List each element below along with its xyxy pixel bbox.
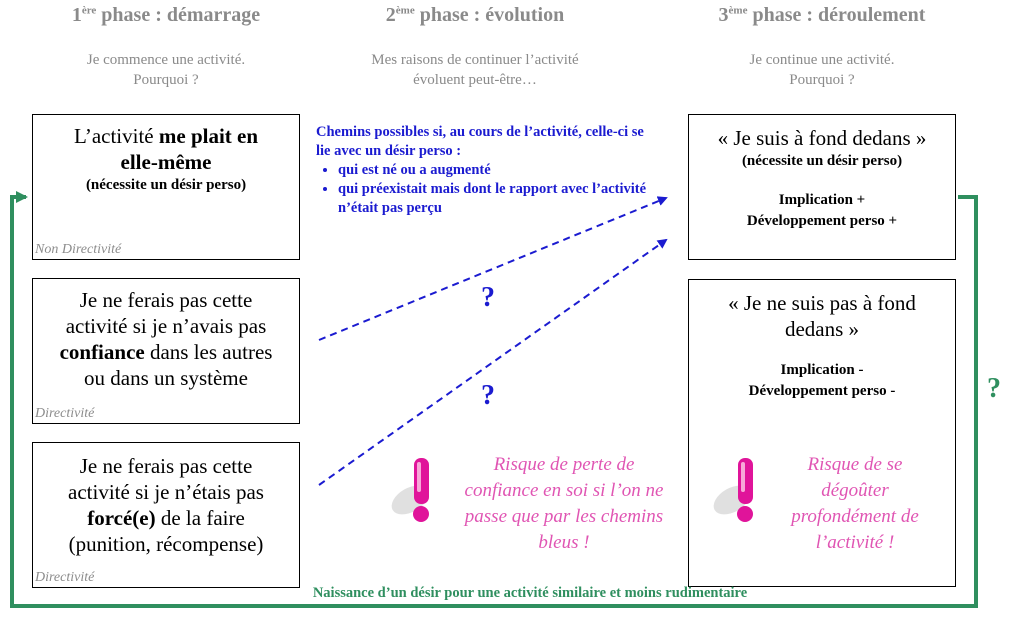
risk-text-confidence: Risque de perte de confiance en soi si l’on ne passe que par les chemins bleus ! bbox=[464, 454, 664, 553]
phase-3-title: 3ème phase : déroulement bbox=[718, 4, 926, 26]
phase-3-subtitle: Je continue une activité. Pourquoi ? bbox=[749, 52, 895, 88]
phase-1-title: 1ère phase : démarrage bbox=[71, 4, 261, 26]
result-box-fully-engaged: « Je suis à fond dedans » (nécessite un désir perso) Implication + Développement perso + bbox=[688, 114, 956, 260]
dashed-arrow-confidence bbox=[319, 198, 666, 340]
warning-icon-2 bbox=[704, 450, 774, 530]
start-box-note: (nécessite un désir perso) bbox=[85, 177, 247, 193]
path-bullet-1: • qui est né ou a augmenté bbox=[338, 161, 656, 180]
start-box-pleasure: L’activité me plait en elle-même (nécessite un désir perso) Non Directivité bbox=[32, 114, 300, 260]
possible-paths-text: Chemins possibles si, au cours de l’activité, celle-ci se lie avec un désir perso : • qui est né ou a augmenté • qui préexistait mais dont le rapport avec l’activité n’était pas perçu bbox=[316, 123, 656, 218]
risk-text-disgust: Risque de se dégoûter profondément de l’activité ! bbox=[791, 454, 919, 553]
result-box-not-engaged: « Je ne suis pas à fond dedans » Implication - Développement perso - bbox=[688, 279, 956, 587]
tag-directivite-2: Directivité bbox=[35, 570, 95, 585]
tag-directivite-1: Directivité bbox=[35, 406, 95, 421]
question-mark-2: ? bbox=[481, 380, 495, 411]
start-box-confidence: Je ne ferais pas cette activité si je n’avais pas confiance dans les autres ou dans un système Directivité bbox=[32, 278, 300, 424]
phase-2-title: 2ème phase : évolution bbox=[385, 4, 565, 26]
phase-1-subtitle: Je commence une activité. Pourquoi ? bbox=[86, 52, 246, 88]
warning-icon-1 bbox=[380, 450, 450, 530]
question-mark-1: ? bbox=[481, 282, 495, 313]
question-mark-loop: ? bbox=[987, 373, 1001, 404]
path-bullet-2: • qui préexistait mais dont le rapport avec l’activité n’était pas perçu bbox=[338, 180, 656, 218]
tag-non-directivite: Non Directivité bbox=[35, 242, 122, 257]
dashed-arrow-forced bbox=[319, 240, 666, 485]
start-box-forced: Je ne ferais pas cette activité si je n’étais pas forcé(e) de la faire (punition, récompense) Directivité bbox=[32, 442, 300, 588]
new-desire-label: Naissance d’un désir pour une activité similaire et moins rudimentaire bbox=[312, 585, 748, 601]
phase-2-subtitle: Mes raisons de continuer l’activité évoluent peut-être… bbox=[371, 52, 579, 88]
